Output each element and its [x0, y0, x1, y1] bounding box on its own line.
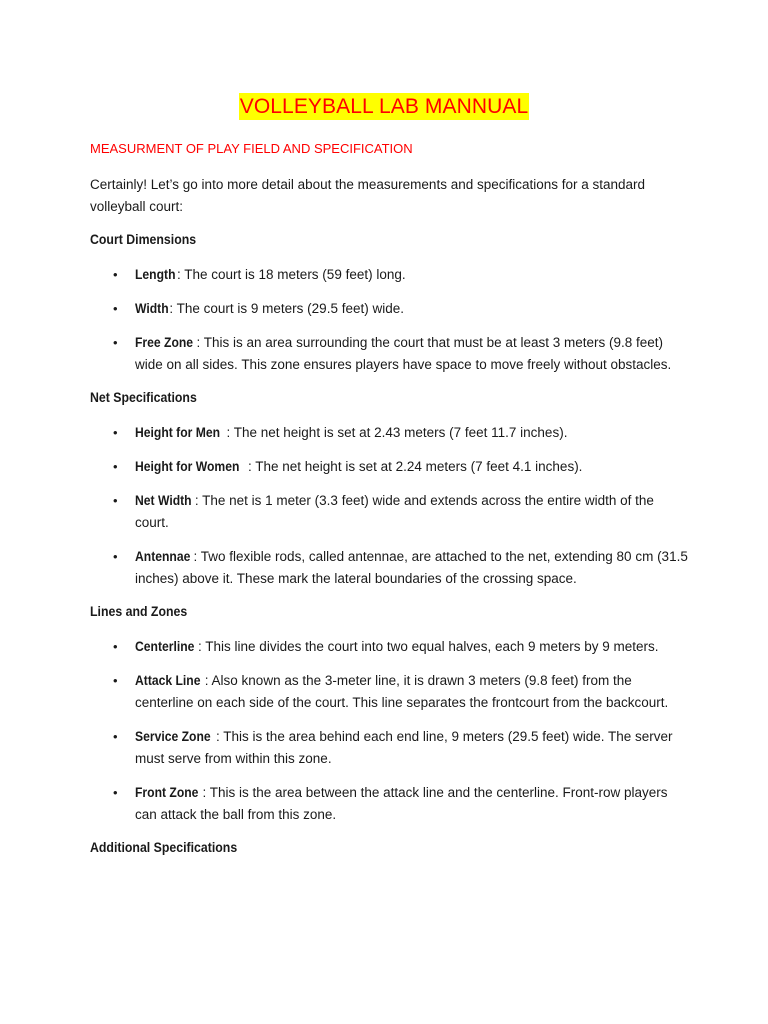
item-text: : The net height is set at 2.24 meters (7 feet 4.1 inches).: [248, 459, 583, 474]
section-heading: Court Dimensions: [90, 231, 197, 247]
bullet-list: [90, 636, 690, 826]
item-term: Attack Line: [135, 673, 201, 688]
bullet-list: [90, 264, 690, 376]
title-container: [0, 93, 768, 120]
bullet-icon: •: [113, 785, 118, 800]
section-net-specifications: [90, 388, 690, 590]
section-additional-specifications: [90, 838, 690, 856]
bullet-icon: •: [113, 459, 118, 474]
item-text: : Also known as the 3-meter line, it is drawn 3 meters (9.8 feet) from the centerline on each side of the court. This line separates the frontcourt from the backcourt.: [135, 673, 669, 710]
item-term: Service Zone: [135, 729, 211, 744]
item-text: : The court is 9 meters (29.5 feet) wide.: [169, 301, 404, 316]
list-item: [90, 670, 690, 714]
item-term: Length: [135, 267, 176, 282]
item-text: : This is an area surrounding the court that must be at least 3 meters (9.8 feet) wide on all sides. This zone ensures players have space to move freely without obstacles.: [135, 335, 672, 372]
item-term: Net Width: [135, 493, 192, 508]
list-item: [90, 490, 690, 534]
bullet-icon: •: [113, 425, 118, 440]
intro-paragraph: Certainly! Let’s go into more detail about the measurements and specifications for a standard volleyball court:: [90, 177, 646, 214]
document-body: [90, 140, 690, 872]
list-item: [90, 546, 690, 590]
section-heading: Lines and Zones: [90, 603, 188, 619]
bullet-icon: •: [113, 335, 118, 350]
item-text: : The net height is set at 2.43 meters (7 feet 11.7 inches).: [226, 425, 568, 440]
list-item: [90, 782, 690, 826]
section-lines-and-zones: [90, 602, 690, 826]
list-item: [90, 726, 690, 770]
item-term: Free Zone: [135, 335, 194, 350]
section-heading: Net Specifications: [90, 389, 197, 405]
list-item: [90, 332, 690, 376]
item-term: Height for Men: [135, 425, 221, 440]
item-term: Width: [135, 301, 169, 316]
bullet-icon: •: [113, 639, 118, 654]
item-term: Antennae: [135, 549, 191, 564]
list-item: [90, 422, 690, 444]
bullet-icon: •: [113, 267, 118, 282]
bullet-list: [90, 422, 690, 590]
section-heading: Additional Specifications: [90, 839, 238, 855]
item-text: : Two flexible rods, called antennae, are attached to the net, extending 80 cm (31.5 inches) above it. These mark the lateral boundaries of the crossing space.: [135, 549, 688, 586]
list-item: [90, 264, 690, 286]
item-text: : This is the area behind each end line, 9 meters (29.5 feet) wide. The server must serve from within this zone.: [135, 729, 673, 766]
bullet-icon: •: [113, 493, 118, 508]
list-item: [90, 456, 690, 478]
list-item: [90, 298, 690, 320]
list-item: [90, 636, 690, 658]
page-title: VOLLEYBALL LAB MANNUAL: [239, 95, 529, 118]
item-term: Centerline: [135, 639, 195, 654]
item-text: : This is the area between the attack line and the centerline. Front-row players can attack the ball from this zone.: [135, 785, 668, 822]
item-term: Front Zone: [135, 785, 199, 800]
item-text: : The net is 1 meter (3.3 feet) wide and extends across the entire width of the court.: [135, 493, 654, 530]
bullet-icon: •: [113, 549, 118, 564]
item-text: : This line divides the court into two equal halves, each 9 meters by 9 meters.: [198, 639, 659, 654]
bullet-icon: •: [113, 301, 118, 316]
item-text: : The court is 18 meters (59 feet) long.: [177, 267, 406, 282]
section-court-dimensions: [90, 230, 690, 376]
item-term: Height for Women: [135, 459, 240, 474]
bullet-icon: •: [113, 673, 118, 688]
subtitle: MEASURMENT OF PLAY FIELD AND SPECIFICATION: [90, 141, 413, 156]
bullet-icon: •: [113, 729, 118, 744]
